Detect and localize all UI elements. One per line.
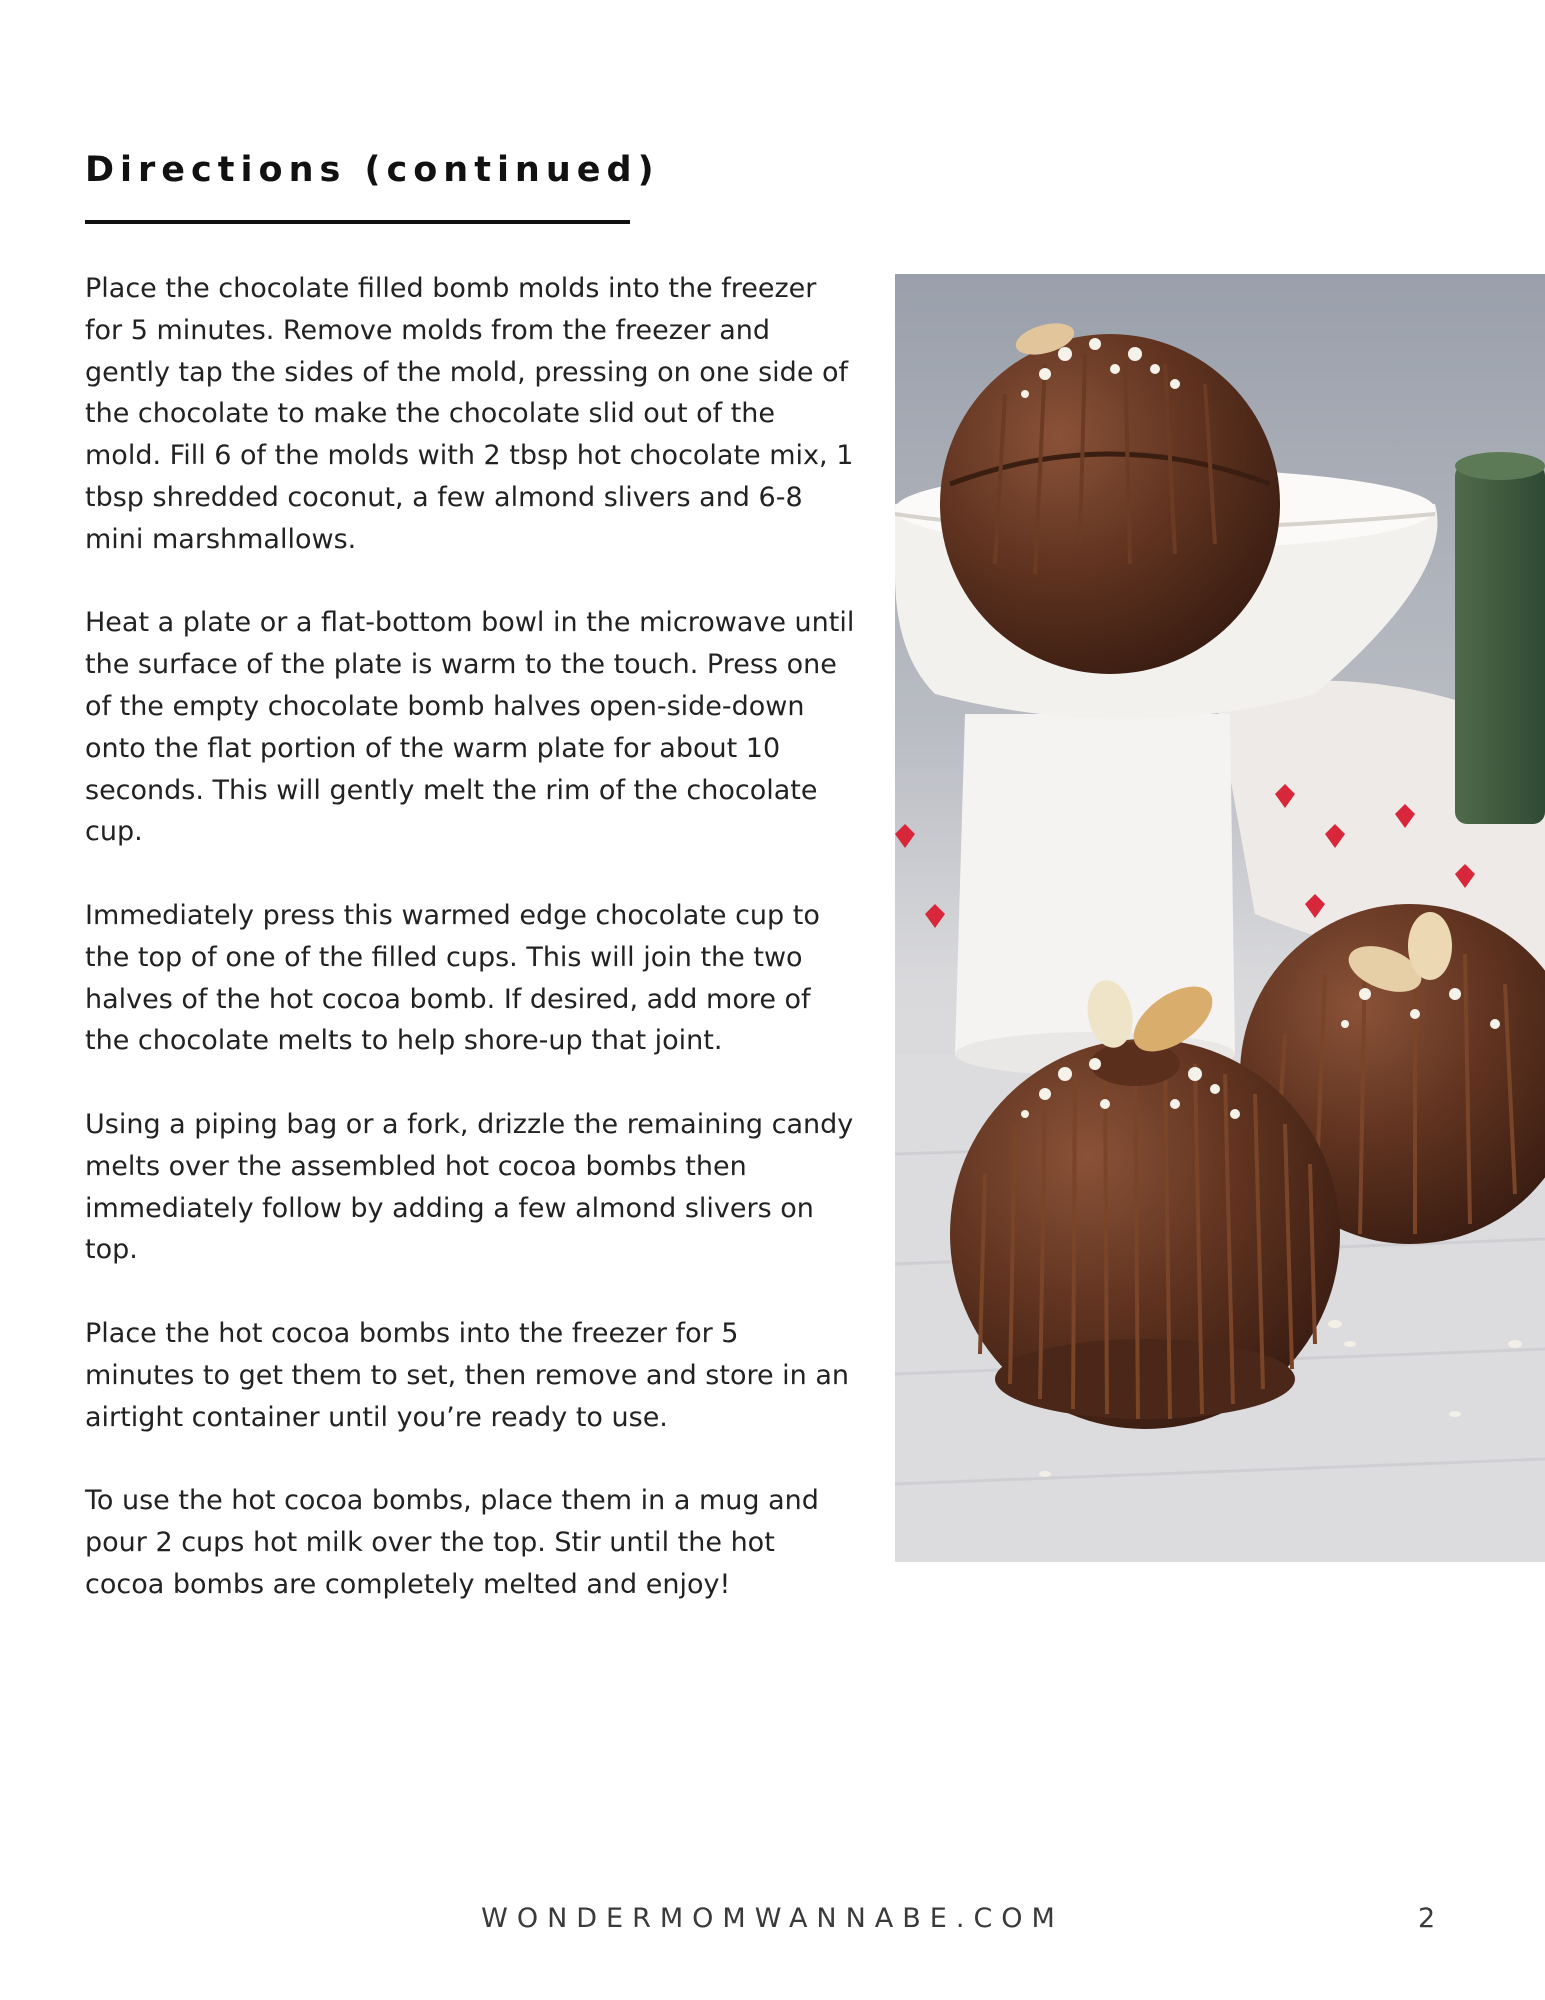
page-number: 2: [1418, 1903, 1436, 1934]
title-underline: [85, 220, 630, 224]
directions-text: [85, 268, 855, 1647]
footer-website: WONDERMOMWANNABE.COM: [481, 1903, 1064, 1934]
hot-cocoa-bombs-photo: [895, 274, 1545, 1562]
paragraph: Using a piping bag or a fork, drizzle the remaining candy melts over the assembled hot cocoa bombs then immediately follow by adding a few almond slivers on top.: [85, 1108, 854, 1266]
paragraph: Place the hot cocoa bombs into the freezer for 5 minutes to get them to set, then remove and store in an airtight container until you’re ready to use.: [85, 1317, 850, 1433]
paragraph: To use the hot cocoa bombs, place them in a mug and pour 2 cups hot milk over the top. Stir until the hot cocoa bombs are completely melted and enjoy!: [85, 1485, 819, 1600]
paragraph: Place the chocolate filled bomb molds into the freezer for 5 minutes. Remove molds from the freezer and gently tap the sides of the mold, pressing on one side of the chocolate to make the chocolate slid out of the mold. Fill 6 of the molds with 2 tbsp hot chocolate mix, 1 tbsp shredded coconut, a few almond slivers and 6-8 mini marshmallows.: [85, 273, 854, 555]
paragraph: Heat a plate or a flat-bottom bowl in the microwave until the surface of the plate is warm to the touch. Press one of the empty chocolate bomb halves open-side-down onto the flat portion of the warm plate for about 10 seconds. This will gently melt the rim of the chocolate cup.: [85, 607, 855, 848]
paragraph: Immediately press this warmed edge chocolate cup to the top of one of the filled cups. This will join the two halves of the hot cocoa bomb. If desired, add more of the chocolate melts to help shore-up that joint.: [85, 899, 820, 1057]
page-title: Directions (continued): [85, 150, 660, 190]
